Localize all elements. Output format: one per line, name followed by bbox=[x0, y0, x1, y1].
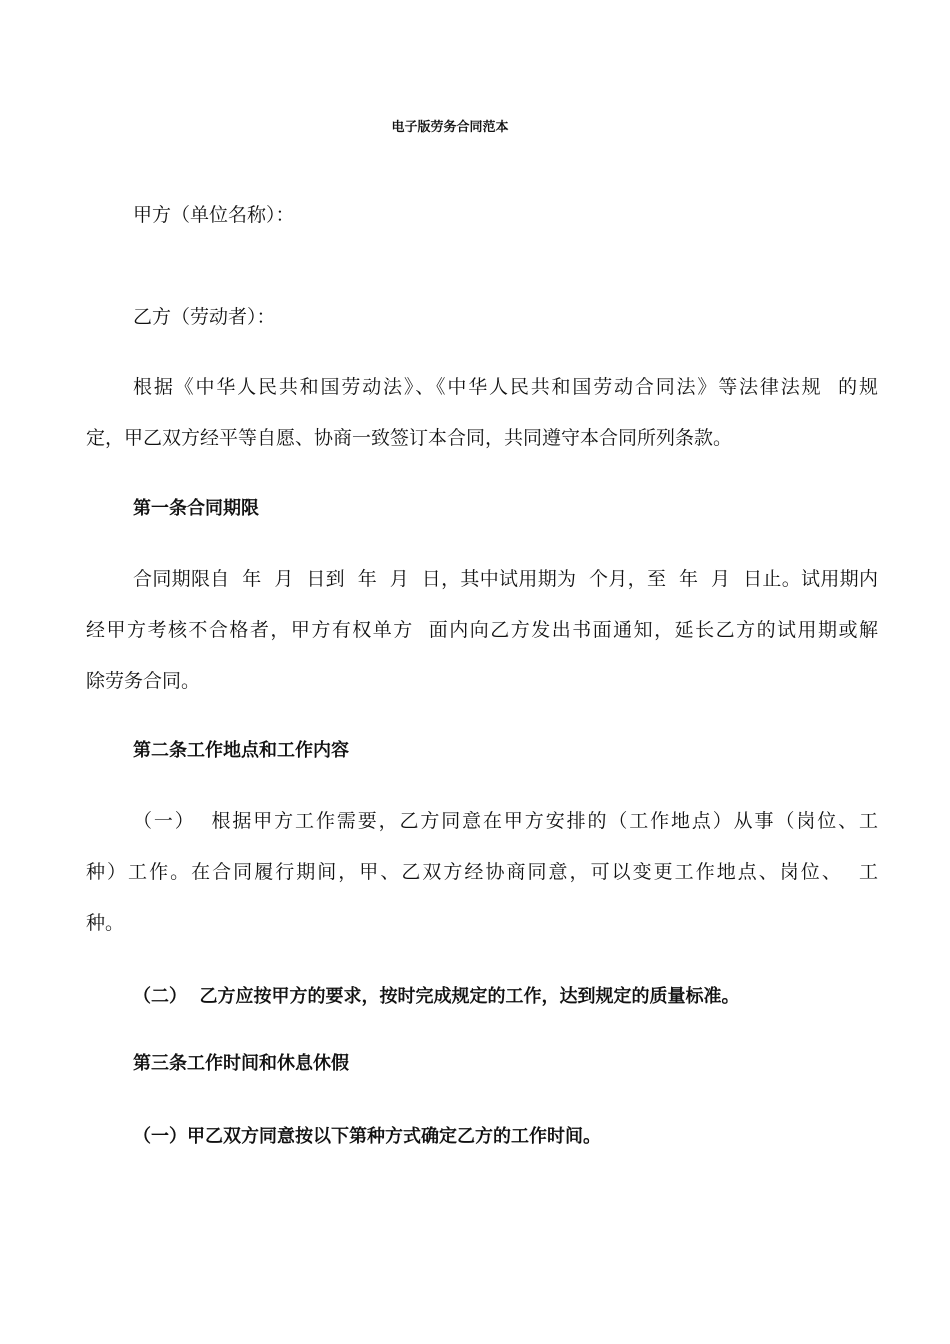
article-1-line-3: 除劳务合同。 bbox=[86, 670, 201, 692]
article-2-item-1-line-2: 种）工作。在合同履行期间，甲、乙双方经协商同意，可以变更工作地点、岗位、 工 bbox=[86, 861, 878, 883]
article-3-heading: 第三条工作时间和休息休假 bbox=[133, 1053, 349, 1074]
article-1-line-1: 合同期限自 年 月 日到 年 月 日，其中试用期为 个月，至 年 月 日止。试用期内 bbox=[133, 568, 878, 590]
article-2-heading: 第二条工作地点和工作内容 bbox=[133, 740, 349, 761]
article-2-item-1-line-1: （一） 根据甲方工作需要，乙方同意在甲方安排的（工作地点）从事（岗位、工 bbox=[133, 810, 878, 832]
article-2-item-2: （二） 乙方应按甲方的要求，按时完成规定的工作，达到规定的质量标准。 bbox=[133, 986, 740, 1007]
article-2-item-1-line-3: 种。 bbox=[86, 912, 125, 934]
party-a-line: 甲方（单位名称）： bbox=[133, 204, 295, 226]
preamble-line-1: 根据《中华人民共和国劳动法》、《中华人民共和国劳动合同法》等法律法规 的规 bbox=[133, 376, 878, 398]
article-3-item-1: （一）甲乙双方同意按以下第种方式确定乙方的工作时间。 bbox=[133, 1126, 601, 1147]
article-1-heading: 第一条合同期限 bbox=[133, 498, 259, 519]
preamble-line-2: 定，甲乙双方经平等自愿、协商一致签订本合同，共同遵守本合同所列条款。 bbox=[86, 427, 733, 449]
party-b-line: 乙方（劳动者）： bbox=[133, 306, 276, 328]
article-1-line-2: 经甲方考核不合格者，甲方有权单方 面内向乙方发出书面通知，延长乙方的试用期或解 bbox=[86, 619, 878, 641]
document-title: 电子版劳务合同范本 bbox=[391, 120, 509, 135]
